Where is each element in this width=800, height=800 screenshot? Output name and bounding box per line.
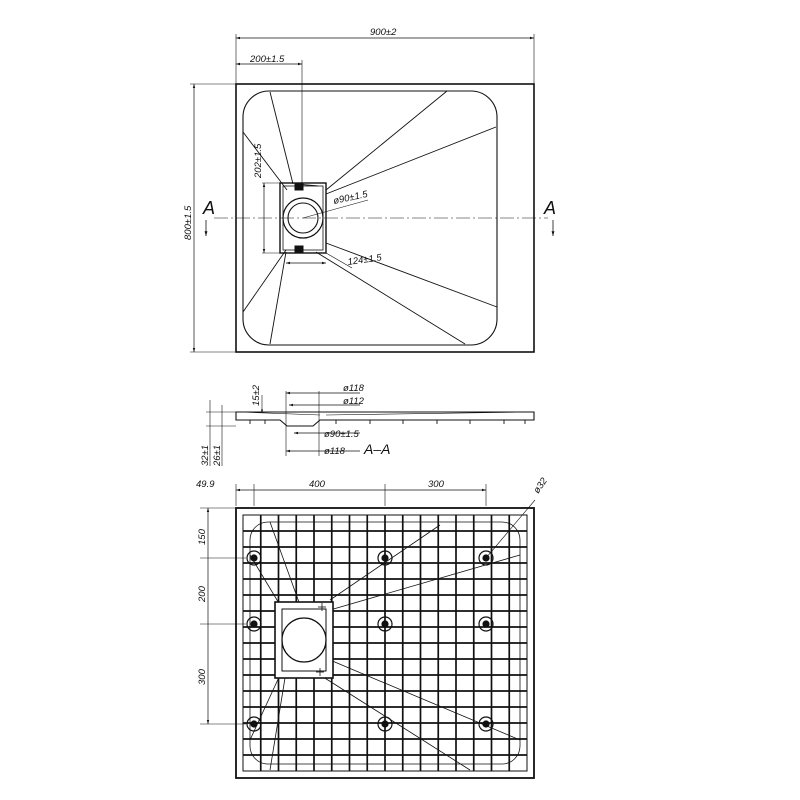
drain-diameter-dim-label: ø90±1.5: [332, 188, 369, 207]
top-view: [190, 34, 553, 352]
foot-diameter-label: ø32: [531, 475, 550, 496]
rim-dim-label: 15±2: [251, 384, 262, 406]
row2-dim-label: 200: [197, 586, 208, 602]
drain-height-dim-label: 202±1.5: [253, 143, 264, 178]
drain-width-dim-label: 124±1.5: [346, 252, 383, 268]
total-height-label: 32±1: [200, 444, 211, 466]
section-title: A–A: [364, 441, 391, 457]
section-mark-right: A: [544, 198, 557, 218]
slope-lines: [243, 91, 497, 344]
offset-dim-label: 200±1.5: [250, 54, 285, 65]
bottom-drain-hole: [282, 618, 326, 662]
tray-height-label: 26±1: [212, 444, 223, 466]
bottom-diameter-label: ø118: [324, 446, 345, 457]
bottom-view: [200, 484, 535, 778]
edge-dim-label: 49.9: [196, 479, 215, 490]
drain-diameter-section-label: ø90±1.5: [324, 429, 359, 440]
outer-diameter-label: ø118: [343, 383, 364, 394]
second-span-dim-label: 300: [428, 479, 444, 490]
height-dim-label: 800±1.5: [183, 205, 194, 240]
row1-dim-label: 150: [197, 529, 208, 545]
inner-diameter-label: ø112: [343, 396, 364, 407]
first-span-dim-label: 400: [309, 479, 325, 490]
section-mark-left: A: [203, 198, 216, 218]
width-dim-label: 900±2: [370, 27, 397, 38]
row3-dim-label: 300: [197, 669, 208, 685]
